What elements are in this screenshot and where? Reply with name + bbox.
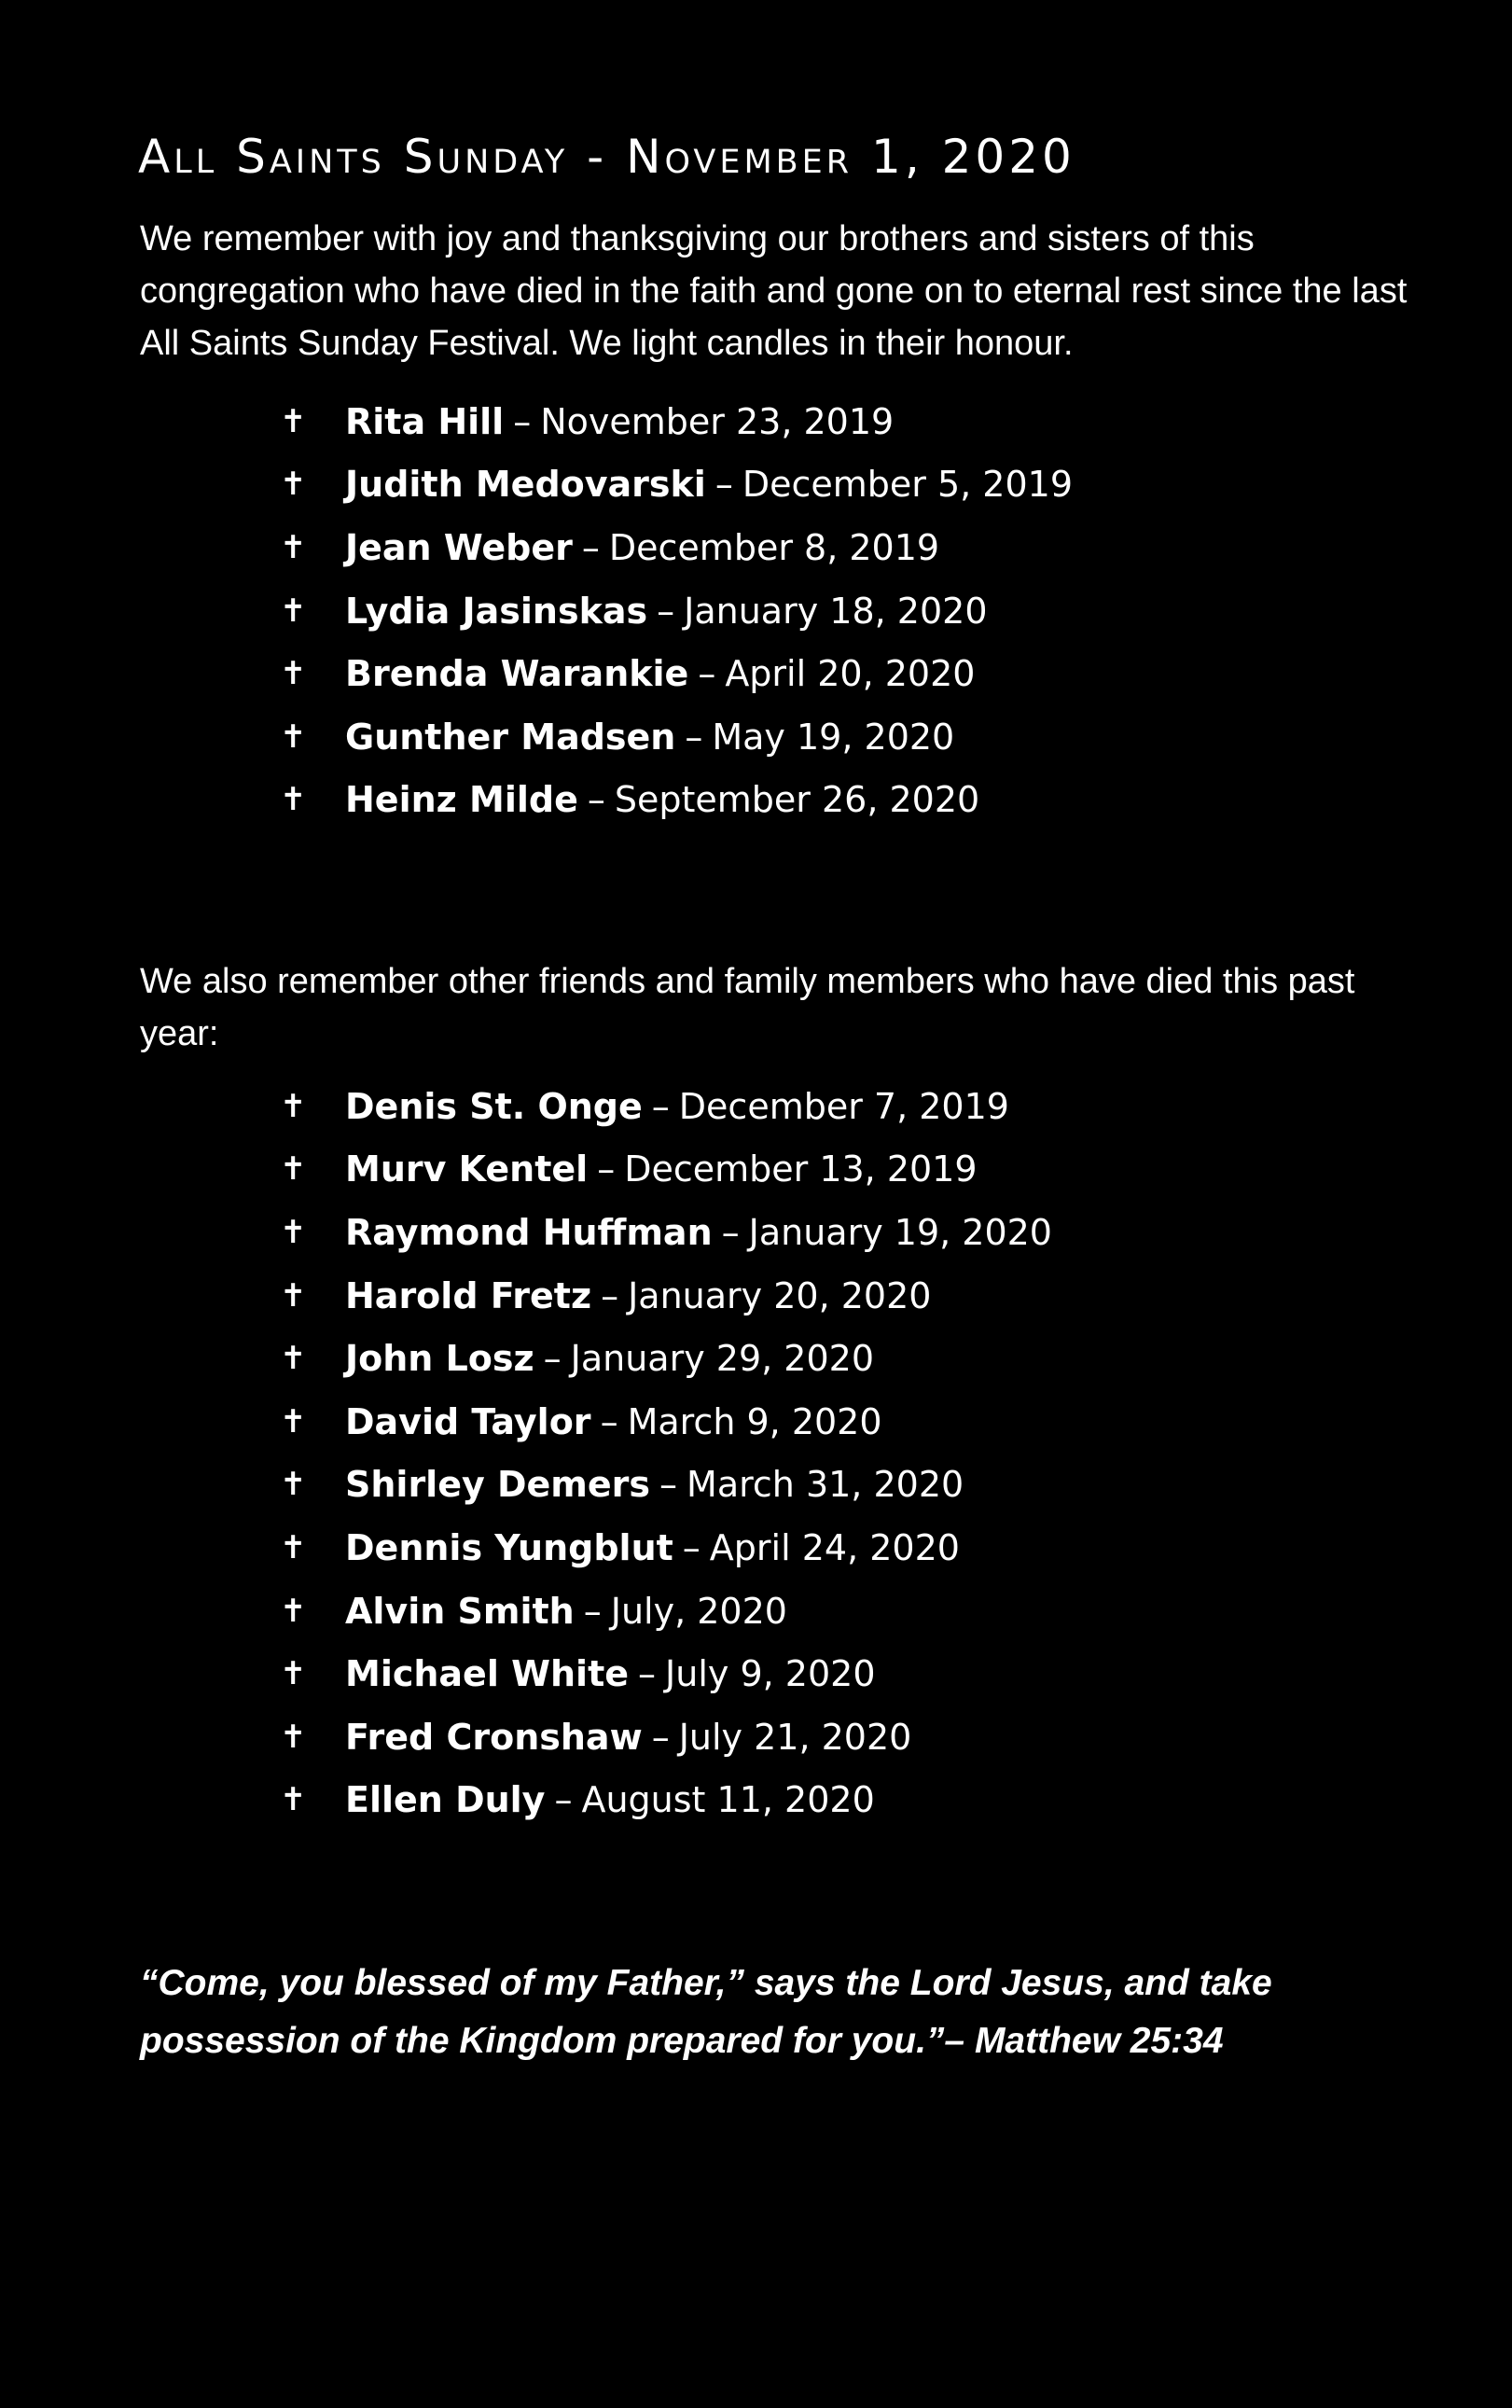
dash-separator: – <box>601 1274 619 1316</box>
cross-icon: ✝ <box>280 1655 307 1693</box>
other-name: Alvin Smith <box>345 1590 575 1632</box>
dash-separator: – <box>581 526 600 568</box>
member-date: September 26, 2020 <box>614 779 980 821</box>
dash-separator: – <box>651 1085 670 1127</box>
dash-separator: – <box>597 1148 616 1190</box>
other-date: January 20, 2020 <box>628 1274 932 1316</box>
list-item <box>280 1327 1052 1390</box>
list-item <box>280 1516 1052 1580</box>
cross-icon: ✝ <box>280 781 307 819</box>
list-item <box>280 642 1073 705</box>
member-name: Lydia Jasinskas <box>345 590 648 632</box>
member-date: April 20, 2020 <box>725 653 976 695</box>
member-name: Gunther Madsen <box>345 716 676 758</box>
other-name: Shirley Demers <box>345 1464 651 1506</box>
members-list <box>280 390 1073 831</box>
list-item <box>280 516 1073 579</box>
list-item <box>280 1264 1052 1328</box>
other-name: Fred Cronshaw <box>345 1716 643 1758</box>
member-date: January 18, 2020 <box>684 590 988 632</box>
other-name: Dennis Yungblut <box>345 1526 673 1568</box>
member-date: December 8, 2019 <box>608 526 940 568</box>
dash-separator: – <box>682 1526 701 1568</box>
dash-separator: – <box>638 1653 657 1695</box>
other-name: Denis St. Onge <box>345 1085 643 1127</box>
member-date: May 19, 2020 <box>712 716 955 758</box>
other-date: January 19, 2020 <box>748 1211 1052 1253</box>
other-date: March 31, 2020 <box>687 1464 964 1506</box>
other-name: Ellen Duly <box>345 1779 546 1821</box>
list-item <box>280 1769 1052 1832</box>
dash-separator: – <box>657 590 675 632</box>
list-item <box>280 1580 1052 1643</box>
other-name: Murv Kentel <box>345 1148 589 1190</box>
dash-separator: – <box>543 1338 562 1380</box>
list-item <box>280 453 1073 517</box>
list-item <box>280 769 1073 832</box>
list-item <box>280 1454 1052 1517</box>
dash-separator: – <box>513 400 532 442</box>
other-name: Harold Fretz <box>345 1274 592 1316</box>
member-name: Jean Weber <box>345 526 573 568</box>
cross-icon: ✝ <box>280 1150 307 1189</box>
member-name: Judith Medovarski <box>345 464 706 506</box>
member-name: Rita Hill <box>345 400 505 442</box>
other-date: December 7, 2019 <box>678 1085 1009 1127</box>
list-item <box>280 579 1073 643</box>
dash-separator: – <box>721 1211 740 1253</box>
others-list <box>280 1075 1052 1831</box>
other-date: January 29, 2020 <box>570 1338 874 1380</box>
list-item <box>280 1705 1052 1769</box>
other-date: August 11, 2020 <box>581 1779 875 1821</box>
cross-icon: ✝ <box>280 528 307 566</box>
dash-separator: – <box>714 464 733 506</box>
other-date: July 21, 2020 <box>678 1716 912 1758</box>
dash-separator: – <box>587 779 605 821</box>
scripture-quote: “Come, you blessed of my Father,” says the Lord Jesus, and take possession of the Kingdom prepared for you.”– Matthew 25:34 <box>140 1963 1272 2061</box>
list-item <box>280 705 1073 769</box>
dash-separator: – <box>651 1716 670 1758</box>
cross-icon: ✝ <box>280 1781 307 1819</box>
other-name: John Losz <box>345 1338 534 1380</box>
cross-icon: ✝ <box>280 466 307 504</box>
member-date: December 5, 2019 <box>742 464 1073 506</box>
other-date: April 24, 2020 <box>709 1526 960 1568</box>
dash-separator: – <box>600 1400 618 1442</box>
cross-icon: ✝ <box>280 1466 307 1504</box>
page-title: All Saints Sunday - November 1, 2020 <box>138 130 1075 184</box>
list-item <box>280 1390 1052 1454</box>
cross-icon: ✝ <box>280 655 307 693</box>
list-item <box>280 1201 1052 1264</box>
other-name: Raymond Huffman <box>345 1211 713 1253</box>
cross-icon: ✝ <box>280 592 307 630</box>
other-date: December 13, 2019 <box>624 1148 978 1190</box>
dash-separator: – <box>685 716 703 758</box>
list-item <box>280 1642 1052 1705</box>
cross-icon: ✝ <box>280 1087 307 1125</box>
cross-icon: ✝ <box>280 1340 307 1378</box>
member-date: November 23, 2019 <box>540 400 895 442</box>
cross-icon: ✝ <box>280 1592 307 1630</box>
other-date: July, 2020 <box>610 1590 787 1632</box>
cross-icon: ✝ <box>280 1213 307 1251</box>
others-intro-paragraph: We also remember other friends and family members who have died this past year: <box>140 962 1355 1053</box>
list-item <box>280 1075 1052 1138</box>
dash-separator: – <box>659 1464 678 1506</box>
other-name: Michael White <box>345 1653 630 1695</box>
cross-icon: ✝ <box>280 1718 307 1756</box>
dash-separator: – <box>554 1779 573 1821</box>
cross-icon: ✝ <box>280 1402 307 1441</box>
cross-icon: ✝ <box>280 717 307 756</box>
other-name: David Taylor <box>345 1400 591 1442</box>
other-date: March 9, 2020 <box>627 1400 882 1442</box>
cross-icon: ✝ <box>280 1276 307 1315</box>
intro-paragraph: We remember with joy and thanksgiving our brothers and sisters of this congregation who have died in the faith and gone on to eternal rest since the last All Saints Sunday Festival. We light candles in their honour. <box>140 219 1408 363</box>
dash-separator: – <box>583 1590 602 1632</box>
cross-icon: ✝ <box>280 1528 307 1566</box>
dash-separator: – <box>698 653 716 695</box>
list-item <box>280 390 1073 453</box>
member-name: Brenda Warankie <box>345 653 689 695</box>
cross-icon: ✝ <box>280 402 307 440</box>
list-item <box>280 1138 1052 1202</box>
member-name: Heinz Milde <box>345 779 578 821</box>
other-date: July 9, 2020 <box>665 1653 876 1695</box>
